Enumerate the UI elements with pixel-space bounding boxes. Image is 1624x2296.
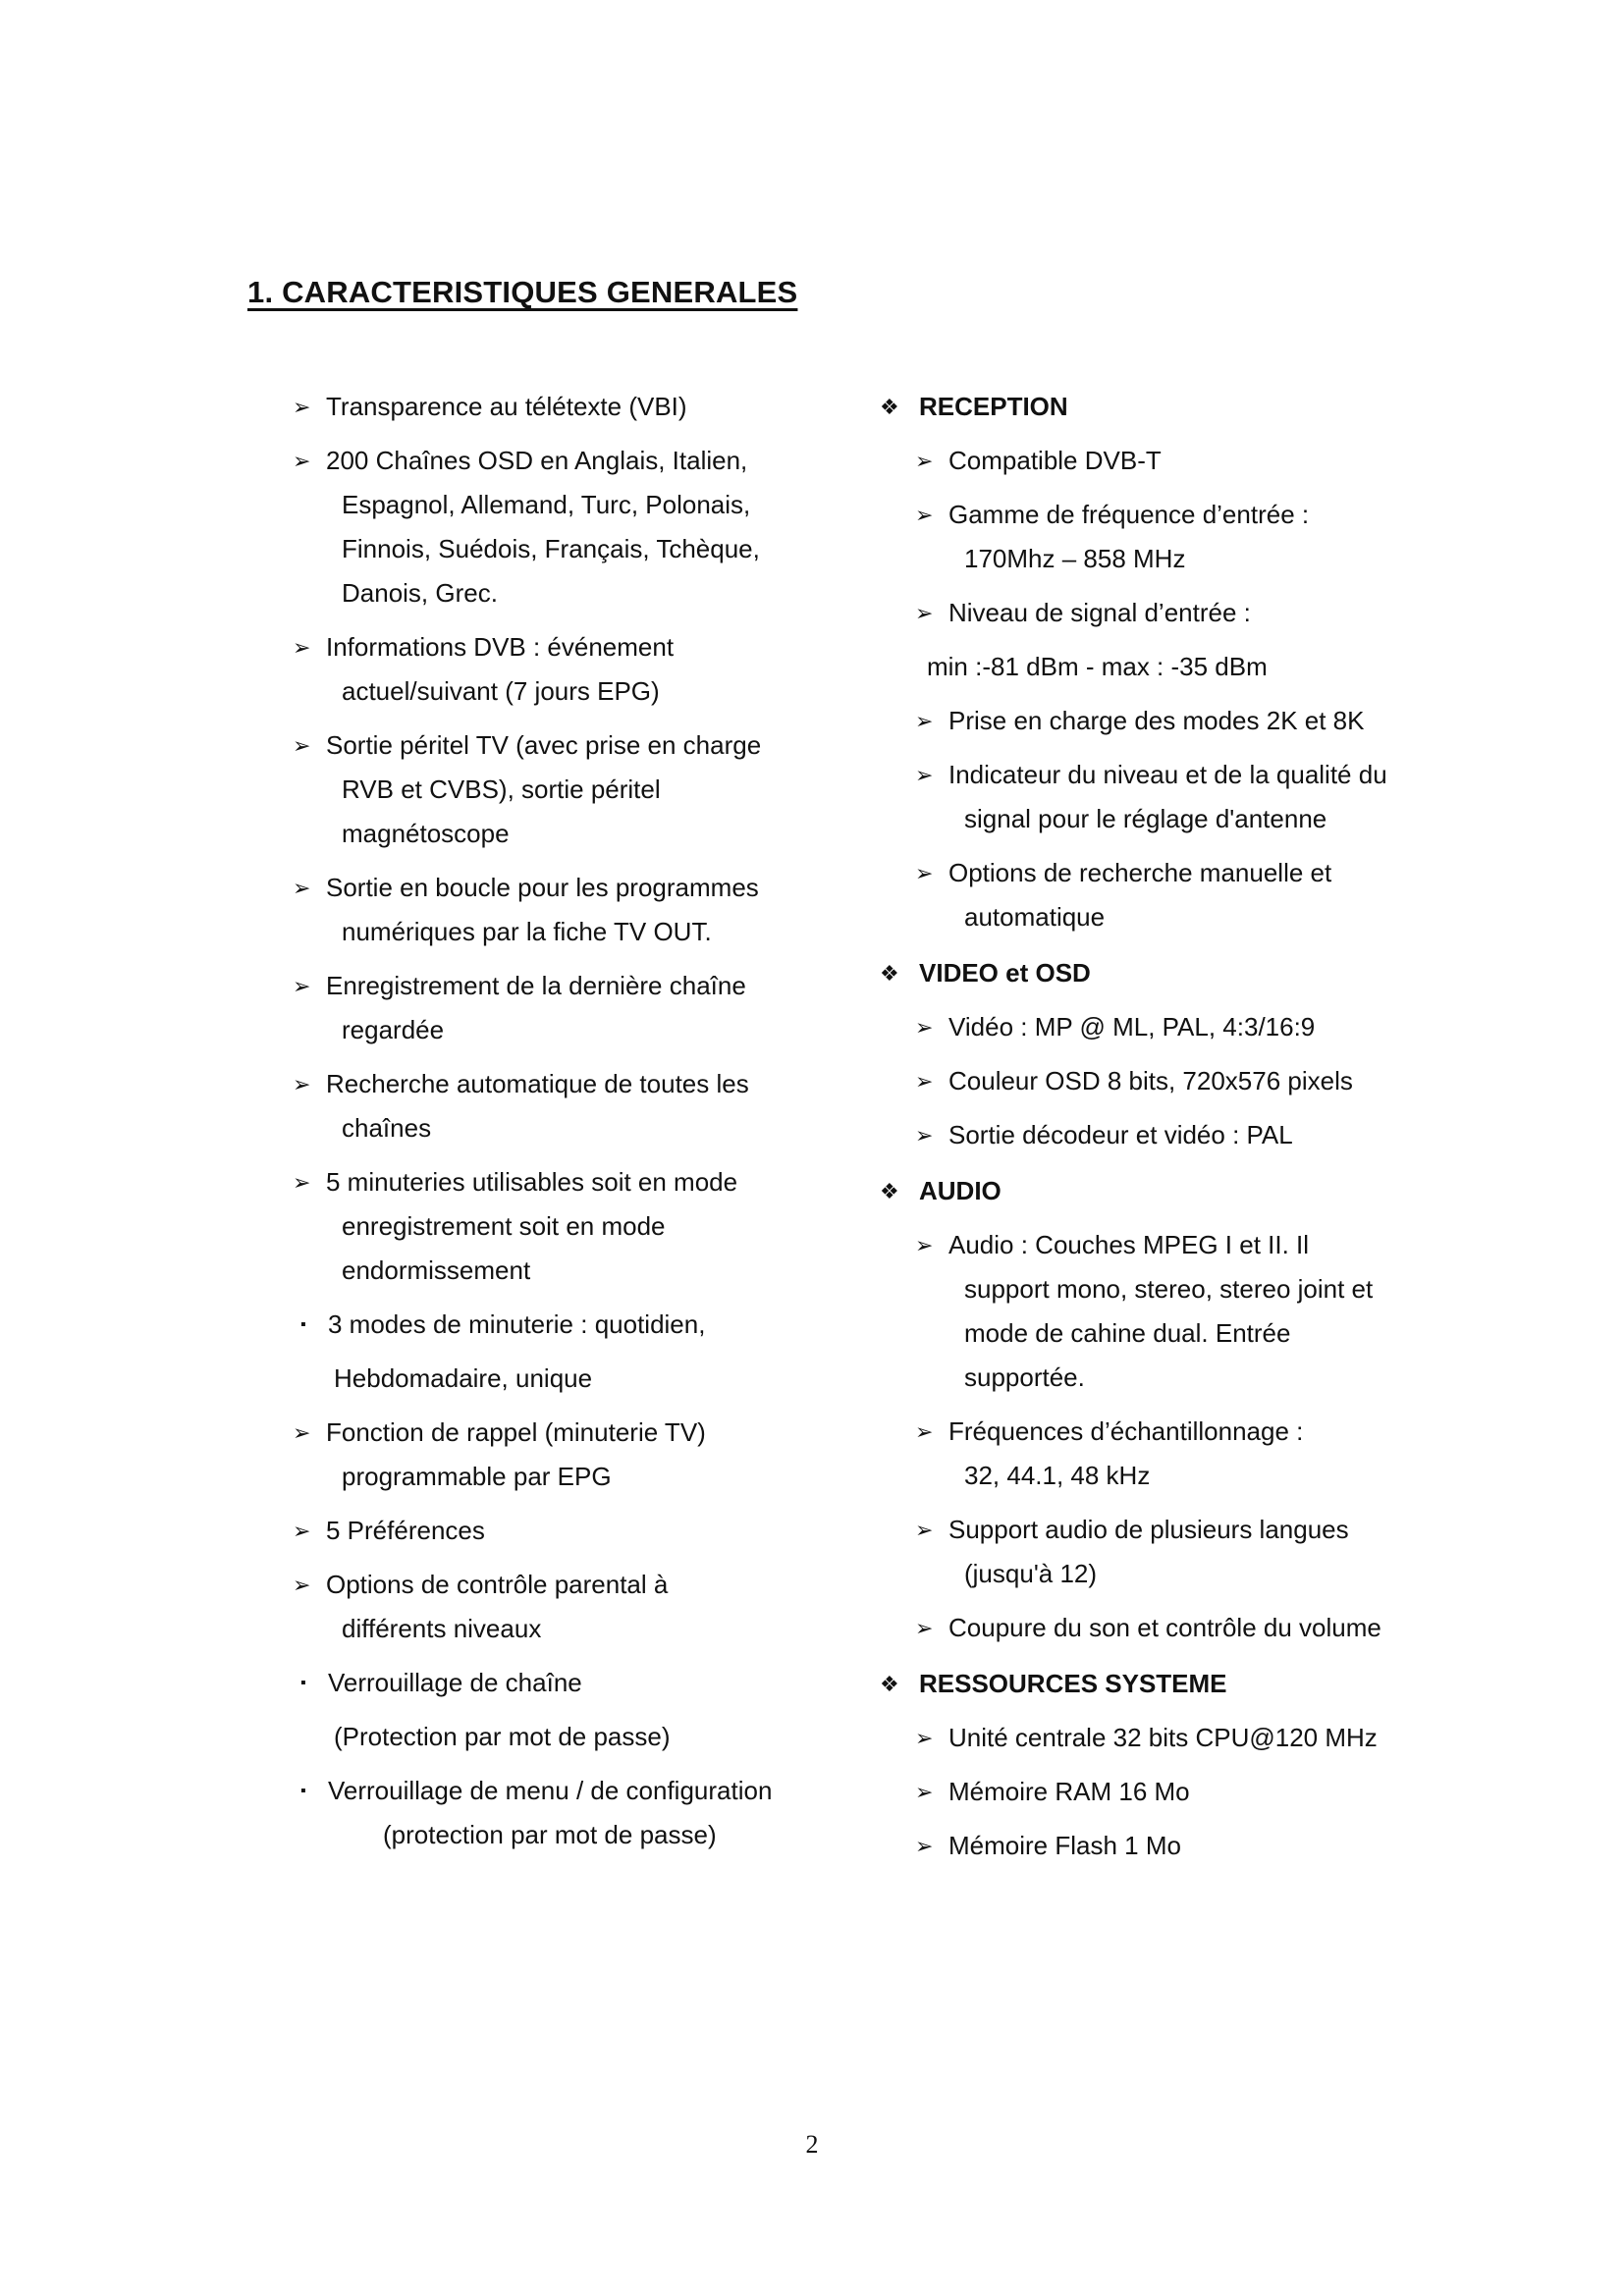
bullet-row — [915, 1223, 1443, 1267]
bullet-text: Niveau de signal d’entrée : — [948, 598, 1251, 627]
arrow-bullet-icon: ➢ — [293, 1072, 311, 1096]
section-items-reception — [874, 439, 1443, 939]
bullet-row — [293, 1160, 842, 1204]
bullet-continuation: Hebdomadaire, unique — [334, 1363, 593, 1393]
section-heading-audio — [874, 1169, 1443, 1213]
arrow-bullet-icon: ➢ — [293, 1420, 311, 1445]
bullet-item — [293, 866, 842, 954]
square-bullet-item — [293, 1661, 842, 1759]
bullet-continuation: automatique — [964, 902, 1106, 932]
bullet-item — [915, 1059, 1443, 1103]
arrow-bullet-icon: ➢ — [915, 1834, 934, 1858]
bullet-row — [293, 439, 842, 483]
arrow-bullet-icon: ➢ — [915, 1616, 934, 1640]
signal-range-text: min :-81 dBm - max : -35 dBm — [927, 652, 1268, 681]
bullet-row — [293, 1769, 842, 1813]
bullet-continuation: chaînes — [342, 1113, 432, 1143]
arrow-bullet-icon: ➢ — [915, 1780, 934, 1804]
arrow-bullet-icon: ➢ — [293, 733, 311, 758]
bullet-text: Audio : Couches MPEG I et II. Il — [948, 1230, 1310, 1259]
bullet-row — [915, 1716, 1443, 1760]
bullet-text: Sortie péritel TV (avec prise en charge — [326, 730, 762, 760]
arrow-bullet-icon: ➢ — [293, 449, 311, 473]
bullet-text: Fréquences d’échantillonnage : — [948, 1416, 1304, 1446]
arrow-bullet-icon: ➢ — [293, 876, 311, 900]
bullet-item — [915, 1223, 1443, 1400]
bullet-text: Verrouillage de menu / de configuration — [328, 1776, 773, 1805]
bullet-continuation: Danois, Grec. — [342, 578, 498, 608]
bullet-item — [915, 1606, 1443, 1650]
arrow-bullet-icon: ➢ — [915, 763, 934, 787]
bullet-row — [915, 1606, 1443, 1650]
arrow-bullet-icon: ➢ — [915, 1419, 934, 1444]
bullet-text: Sortie en boucle pour les programmes — [326, 873, 759, 902]
section-items-video — [874, 1005, 1443, 1157]
bullet-row — [293, 1509, 842, 1553]
page-title: 1. CARACTERISTIQUES GENERALES — [247, 275, 798, 309]
bullet-item — [915, 591, 1443, 635]
bullet-item — [293, 1563, 842, 1651]
arrow-bullet-icon: ➢ — [915, 601, 934, 625]
bullet-row — [915, 699, 1443, 743]
arrow-bullet-icon: ➢ — [915, 1123, 934, 1148]
bullet-text: Support audio de plusieurs langues — [948, 1515, 1349, 1544]
bullet-continuation: différents niveaux — [342, 1614, 542, 1643]
bullet-row — [915, 1824, 1443, 1868]
diamond-bullet-icon: ❖ — [880, 1179, 899, 1203]
bullet-item — [915, 1716, 1443, 1760]
square-bullet-icon: ▪ — [300, 1675, 306, 1691]
arrow-bullet-icon: ➢ — [915, 449, 934, 473]
bullet-text: Options de contrôle parental à — [326, 1570, 669, 1599]
arrow-bullet-icon: ➢ — [293, 635, 311, 660]
bullet-text: Vidéo : MP @ ML, PAL, 4:3/16:9 — [948, 1012, 1316, 1041]
section-heading-text: VIDEO et OSD — [919, 958, 1091, 988]
bullet-text: 3 modes de minuterie : quotidien, — [328, 1309, 706, 1339]
bullet-row — [915, 1508, 1443, 1552]
arrow-bullet-icon: ➢ — [915, 861, 934, 885]
bullet-item — [293, 385, 842, 429]
square-bullet-item — [293, 1769, 842, 1857]
bullet-continuation: regardée — [342, 1015, 445, 1044]
bullet-text: 200 Chaînes OSD en Anglais, Italien, — [326, 446, 748, 475]
page-number: 2 — [805, 2130, 819, 2159]
section-heading-text: AUDIO — [919, 1176, 1001, 1205]
bullet-text: Prise en charge des modes 2K et 8K — [948, 706, 1365, 735]
diamond-bullet-icon: ❖ — [880, 1672, 899, 1696]
bullet-item — [915, 1824, 1443, 1868]
bullet-row — [293, 385, 842, 429]
square-bullet-icon: ▪ — [300, 1316, 306, 1333]
bullet-text: Recherche automatique de toutes les — [326, 1069, 749, 1098]
bullet-text: Coupure du son et contrôle du volume — [948, 1613, 1381, 1642]
bullet-item — [915, 851, 1443, 939]
bullet-row — [915, 591, 1443, 635]
bullet-item — [293, 439, 842, 615]
bullet-row — [293, 964, 842, 1008]
bullet-item — [915, 699, 1443, 743]
arrow-bullet-icon: ➢ — [915, 709, 934, 733]
left-column — [293, 385, 842, 1857]
bullet-continuation: magnétoscope — [342, 819, 510, 848]
bullet-row — [293, 1563, 842, 1607]
bullet-row — [915, 1410, 1443, 1454]
arrow-bullet-icon: ➢ — [293, 395, 311, 419]
section-heading-text: RESSOURCES SYSTEME — [919, 1669, 1227, 1698]
bullet-continuation: enregistrement soit en mode — [342, 1211, 666, 1241]
bullet-text: Informations DVB : événement — [326, 632, 675, 662]
bullet-continuation: (jusqu'à 12) — [964, 1559, 1098, 1588]
right-column — [874, 385, 1443, 1868]
bullet-text: Transparence au télétexte (VBI) — [326, 392, 687, 421]
bullet-text: Fonction de rappel (minuterie TV) — [326, 1417, 706, 1447]
bullet-item — [915, 1770, 1443, 1814]
square-bullet-item — [293, 1303, 842, 1401]
bullet-continuation: Finnois, Suédois, Français, Tchèque, — [342, 534, 760, 563]
bullet-row — [915, 851, 1443, 895]
bullet-row — [293, 1303, 842, 1347]
bullet-continuation: actuel/suivant (7 jours EPG) — [342, 676, 660, 706]
bullet-row — [293, 1661, 842, 1705]
square-bullet-icon: ▪ — [300, 1783, 306, 1799]
bullet-item — [293, 964, 842, 1052]
arrow-bullet-icon: ➢ — [293, 1170, 311, 1195]
bullet-continuation: RVB et CVBS), sortie péritel — [342, 774, 661, 804]
bullet-item — [293, 1160, 842, 1293]
bullet-text: 5 minuteries utilisables soit en mode — [326, 1167, 738, 1197]
bullet-item — [915, 493, 1443, 581]
bullet-text: Compatible DVB-T — [948, 446, 1162, 475]
bullet-continuation: (Protection par mot de passe) — [334, 1722, 671, 1751]
section-heading-text: RECEPTION — [919, 392, 1068, 421]
bullet-text: Couleur OSD 8 bits, 720x576 pixels — [948, 1066, 1353, 1095]
arrow-bullet-icon: ➢ — [293, 1519, 311, 1543]
bullet-item — [293, 1062, 842, 1150]
arrow-bullet-icon: ➢ — [293, 974, 311, 998]
bullet-item — [915, 1005, 1443, 1049]
bullet-row — [915, 1770, 1443, 1814]
bullet-text: 5 Préférences — [326, 1516, 485, 1545]
bullet-continuation: numériques par la fiche TV OUT. — [342, 917, 712, 946]
section-heading-reception — [874, 385, 1443, 429]
bullet-text: Unité centrale 32 bits CPU@120 MHz — [948, 1723, 1378, 1752]
section-heading-system — [874, 1662, 1443, 1706]
bullet-continuation: Espagnol, Allemand, Turc, Polonais, — [342, 490, 751, 519]
bullet-row — [293, 866, 842, 910]
bullet-item — [293, 723, 842, 856]
section-items-system — [874, 1716, 1443, 1868]
bullet-row — [293, 1411, 842, 1455]
arrow-bullet-icon: ➢ — [915, 1069, 934, 1094]
bullet-row — [915, 1059, 1443, 1103]
bullet-item — [915, 439, 1443, 483]
bullet-row — [293, 625, 842, 669]
bullet-continuation: 170Mhz – 858 MHz — [964, 544, 1186, 573]
bullet-text: Sortie décodeur et vidéo : PAL — [948, 1120, 1293, 1149]
bullet-continuation: supportée. — [964, 1362, 1085, 1392]
bullet-text: Mémoire RAM 16 Mo — [948, 1777, 1190, 1806]
bullet-continuation: (protection par mot de passe) — [383, 1820, 717, 1849]
bullet-row — [915, 1113, 1443, 1157]
bullet-text: Options de recherche manuelle et — [948, 858, 1332, 887]
bullet-item — [915, 1113, 1443, 1157]
bullet-item — [293, 1411, 842, 1499]
bullet-text: Gamme de fréquence d’entrée : — [948, 500, 1310, 529]
bullet-row — [915, 439, 1443, 483]
bullet-text: Enregistrement de la dernière chaîne — [326, 971, 746, 1000]
arrow-bullet-icon: ➢ — [915, 1015, 934, 1040]
diamond-bullet-icon: ❖ — [880, 961, 899, 986]
bullet-continuation: programmable par EPG — [342, 1462, 612, 1491]
bullet-text: Mémoire Flash 1 Mo — [948, 1831, 1181, 1860]
bullet-continuation: support mono, stereo, stereo joint et — [964, 1274, 1374, 1304]
arrow-bullet-icon: ➢ — [915, 1726, 934, 1750]
bullet-continuation: 32, 44.1, 48 kHz — [964, 1461, 1151, 1490]
bullet-text: Verrouillage de chaîne — [328, 1668, 582, 1697]
arrow-bullet-icon: ➢ — [915, 503, 934, 527]
bullet-row — [915, 753, 1443, 797]
bullet-continuation: endormissement — [342, 1255, 531, 1285]
bullet-row — [915, 1005, 1443, 1049]
bullet-text: Indicateur du niveau et de la qualité du — [948, 760, 1387, 789]
bullet-row — [293, 1062, 842, 1106]
section-heading-video — [874, 951, 1443, 995]
bullet-continuation: signal pour le réglage d'antenne — [964, 804, 1327, 833]
bullet-row — [915, 493, 1443, 537]
bullet-item — [915, 1508, 1443, 1596]
bullet-item — [915, 753, 1443, 841]
bullet-row — [293, 723, 842, 768]
bullet-continuation: mode de cahine dual. Entrée — [964, 1318, 1291, 1348]
arrow-bullet-icon: ➢ — [293, 1573, 311, 1597]
arrow-bullet-icon: ➢ — [915, 1233, 934, 1257]
bullet-item — [293, 1509, 842, 1553]
bullet-item — [915, 1410, 1443, 1498]
bullet-item — [293, 625, 842, 714]
section-items-audio — [874, 1223, 1443, 1650]
diamond-bullet-icon: ❖ — [880, 395, 899, 419]
arrow-bullet-icon: ➢ — [915, 1518, 934, 1542]
